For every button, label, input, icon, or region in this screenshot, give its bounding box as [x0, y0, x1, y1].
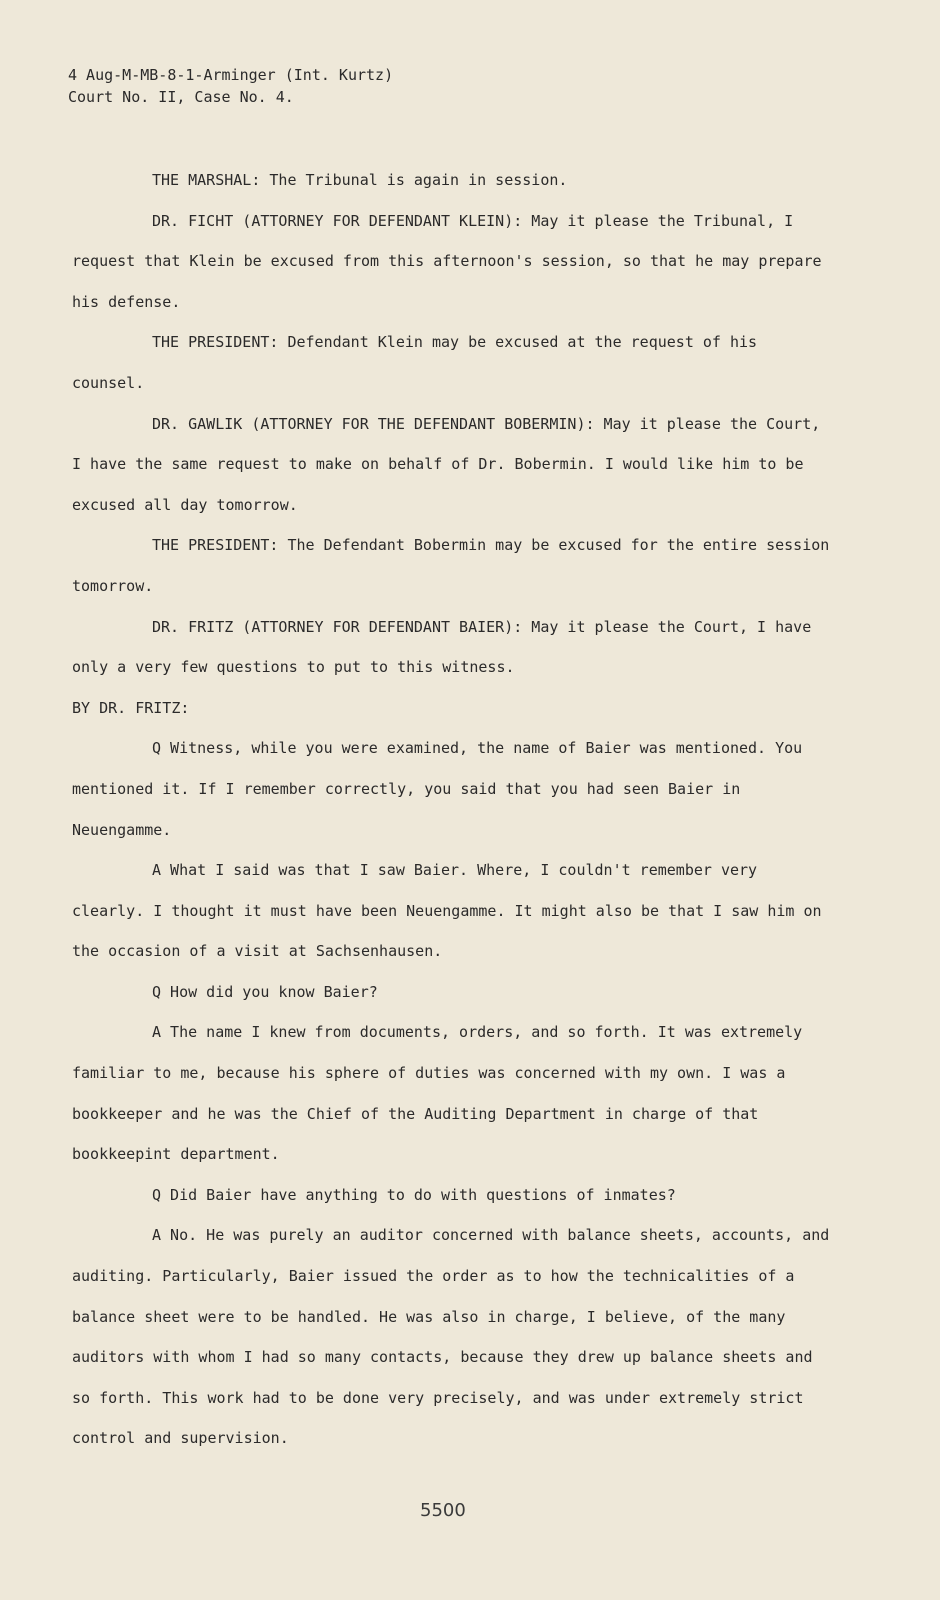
paragraph: DR. FICHT (ATTORNEY FOR DEFENDANT KLEIN): May it please the Tribunal, I request that Klein be excused from this afternoon's session, so that he may prepare his defense. — [72, 211, 822, 311]
paragraph: THE MARSHAL: The Tribunal is again in session. — [152, 171, 568, 189]
examination-heading: BY DR. FRITZ: — [72, 698, 190, 717]
paragraph: THE PRESIDENT: The Defendant Bobermin may be excused for the entire session tomorrow. — [72, 536, 830, 595]
paragraph: A No. He was purely an auditor concerned with balance sheets, accounts, and auditing. Particularly, Baier issued the order as to how the technicalities of a balance sheet were to be handled. He was also in charge, I believe, of the many auditors with whom I had so many contacts, because they drew up balance sheets and so forth. This work had to be done very precisely, and was under extremely strict control and supervision. — [72, 1226, 830, 1448]
transcript-body — [72, 160, 832, 1459]
paragraph: Q How did you know Baier? — [152, 982, 378, 1001]
paragraph: A What I said was that I saw Baier. Where, I couldn't remember very clearly. I thought it must have been Neuengamme. It might also be that I saw him on the occasion of a visit at Sachsenhausen. — [72, 861, 822, 961]
page-number: 5500 — [420, 1500, 466, 1521]
header-line-1: 4 Aug-M-MB-8-1-Arminger (Int. Kurtz) — [68, 66, 394, 84]
header-line-2: Court No. II, Case No. 4. — [68, 88, 294, 106]
paragraph: A The name I knew from documents, orders, and so forth. It was extremely familiar to me, because his sphere of duties was concerned with my own. I was a bookkeeper and he was the Chief of the Auditing Department in charge of that bookkeepint department. — [72, 1023, 803, 1164]
paragraph: THE PRESIDENT: Defendant Klein may be excused at the request of his counsel. — [72, 333, 758, 392]
paragraph: DR. GAWLIK (ATTORNEY FOR THE DEFENDANT BOBERMIN): May it please the Court, I have the same request to make on behalf of Dr. Bobermin. I would like him to be excused all day tomorrow. — [72, 414, 821, 514]
document-header — [68, 64, 393, 108]
paragraph: Q Did Baier have anything to do with questions of inmates? — [152, 1185, 676, 1204]
paragraph: Q Witness, while you were examined, the name of Baier was mentioned. You mentioned it. If I remember correctly, you said that you had seen Baier in Neuengamme. — [72, 739, 803, 839]
paragraph: DR. FRITZ (ATTORNEY FOR DEFENDANT BAIER): May it please the Court, I have only a very few questions to put to this witness. — [72, 617, 812, 677]
